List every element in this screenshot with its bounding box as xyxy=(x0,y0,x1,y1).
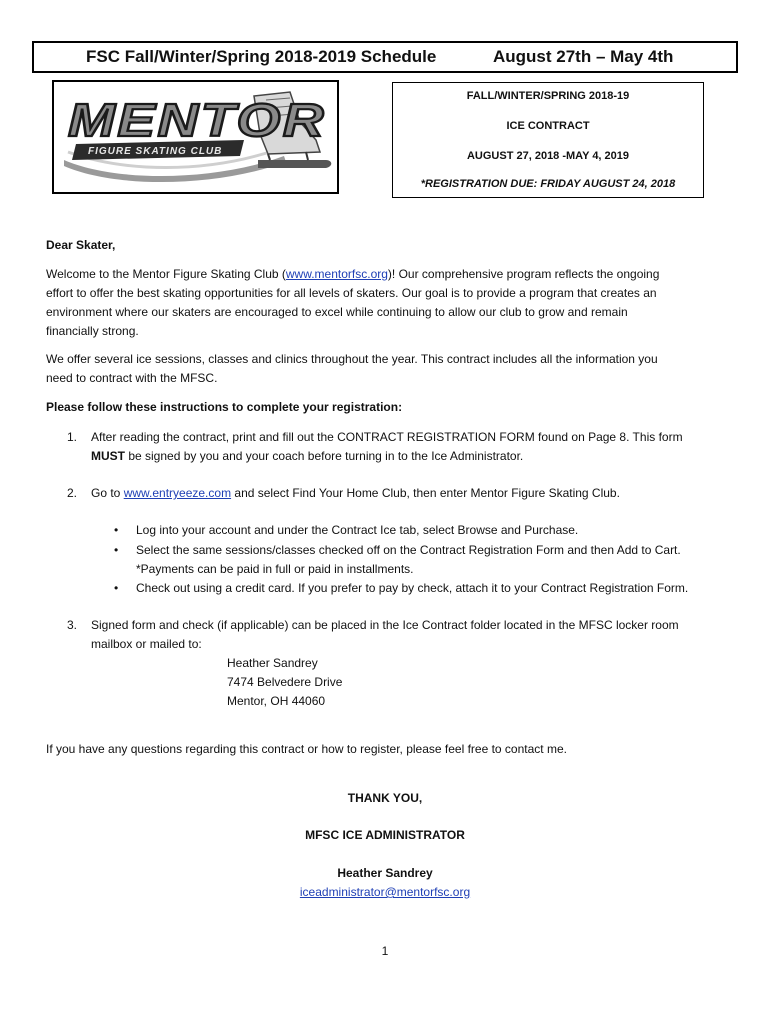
schedule-title: FSC Fall/Winter/Spring 2018-2019 Schedule xyxy=(86,47,437,66)
bullet-1-text: Log into your account and under the Contract Ice tab, select Browse and Purchase. xyxy=(136,523,579,537)
step-1-line-1: After reading the contract, print and fill out the CONTRACT REGISTRATION FORM found on Page 8. This form xyxy=(91,430,683,444)
contract-type: ICE CONTRACT xyxy=(506,120,590,132)
step-1-line-2: MUST be signed by you and your coach before turning in to the Ice Administrator. xyxy=(91,449,524,463)
entryeeze-link[interactable]: www.entryeeze.com xyxy=(123,486,232,500)
bullet-2-marker: • xyxy=(114,543,119,557)
logo-wordmark: MENTOR xyxy=(68,94,326,146)
bullet-3-text: Check out using a credit card. If you prefer to pay by check, attach it to your Contract Registration Form. xyxy=(136,581,689,595)
step-2-number: 2. xyxy=(67,486,78,500)
address-name: Heather Sandrey xyxy=(227,656,318,670)
skate-logo-graphic xyxy=(54,82,337,192)
step-2-line: Go to www.entryeeze.com and select Find Your Home Club, then enter Mentor Figure Skating Club. xyxy=(91,486,620,500)
thank-you: THANK YOU, xyxy=(347,791,423,805)
schedule-title-bar xyxy=(32,41,738,73)
bullet-3-marker: • xyxy=(114,581,119,595)
step-1-number: 1. xyxy=(67,430,78,444)
questions-line: If you have any questions regarding this contract or how to register, please feel free to contact me. xyxy=(46,742,567,756)
bullet-2-text: Select the same sessions/classes checked off on the Contract Registration Form and then Add to Cart. xyxy=(136,543,681,557)
step-3-line-1: Signed form and check (if applicable) can be placed in the Ice Contract folder located in the MFSC locker room xyxy=(91,618,679,632)
salutation: Dear Skater, xyxy=(46,238,116,252)
contact-email-row xyxy=(0,883,770,902)
administrator-role: MFSC ICE ADMINISTRATOR xyxy=(305,828,465,842)
intro-line-4: financially strong. xyxy=(46,324,139,338)
bullet-1-marker: • xyxy=(114,523,119,537)
club-website-link[interactable]: www.mentorfsc.org xyxy=(285,267,388,281)
mentor-fsc-logo xyxy=(52,80,339,194)
contract-summary-box xyxy=(392,82,704,198)
contract-dates: AUGUST 27, 2018 -MAY 4, 2019 xyxy=(466,150,630,162)
sessions-line-2: need to contract with the MFSC. xyxy=(46,371,218,385)
step-3-line-2: mailbox or mailed to: xyxy=(91,637,202,651)
page-number: 1 xyxy=(381,944,389,958)
address-city: Mentor, OH 44060 xyxy=(227,694,326,708)
sessions-line-1: We offer several ice sessions, classes and clinics throughout the year. This contract includes all the information you xyxy=(46,352,658,366)
intro-line-3: environment where our skaters are encouraged to excel while continuing to allow our club to grow and remain xyxy=(46,305,628,319)
logo-subtitle: FIGURE SKATING CLUB xyxy=(88,146,223,157)
intro-line-1: Welcome to the Mentor Figure Skating Club (www.mentorfsc.org)! Our comprehensive program reflects the ongoing xyxy=(46,267,660,281)
instructions-heading: Please follow these instructions to complete your registration: xyxy=(46,400,403,414)
intro-line-2: effort to offer the best skating opportunities for all levels of skaters. Our goal is to provide a program that creates an xyxy=(46,286,657,300)
signer-name: Heather Sandrey xyxy=(337,866,433,880)
bullet-2-note: *Payments can be paid in full or paid in installments. xyxy=(136,562,414,576)
contract-season: FALL/WINTER/SPRING 2018-19 xyxy=(466,90,630,102)
schedule-dates: August 27th – May 4th xyxy=(493,47,674,66)
registration-due: *REGISTRATION DUE: FRIDAY AUGUST 24, 2018 xyxy=(420,178,676,190)
step-3-number: 3. xyxy=(67,618,78,632)
contact-email-link[interactable]: iceadministrator@mentorfsc.org xyxy=(299,885,471,899)
must-emphasis: MUST xyxy=(91,449,125,463)
address-street: 7474 Belvedere Drive xyxy=(227,675,343,689)
